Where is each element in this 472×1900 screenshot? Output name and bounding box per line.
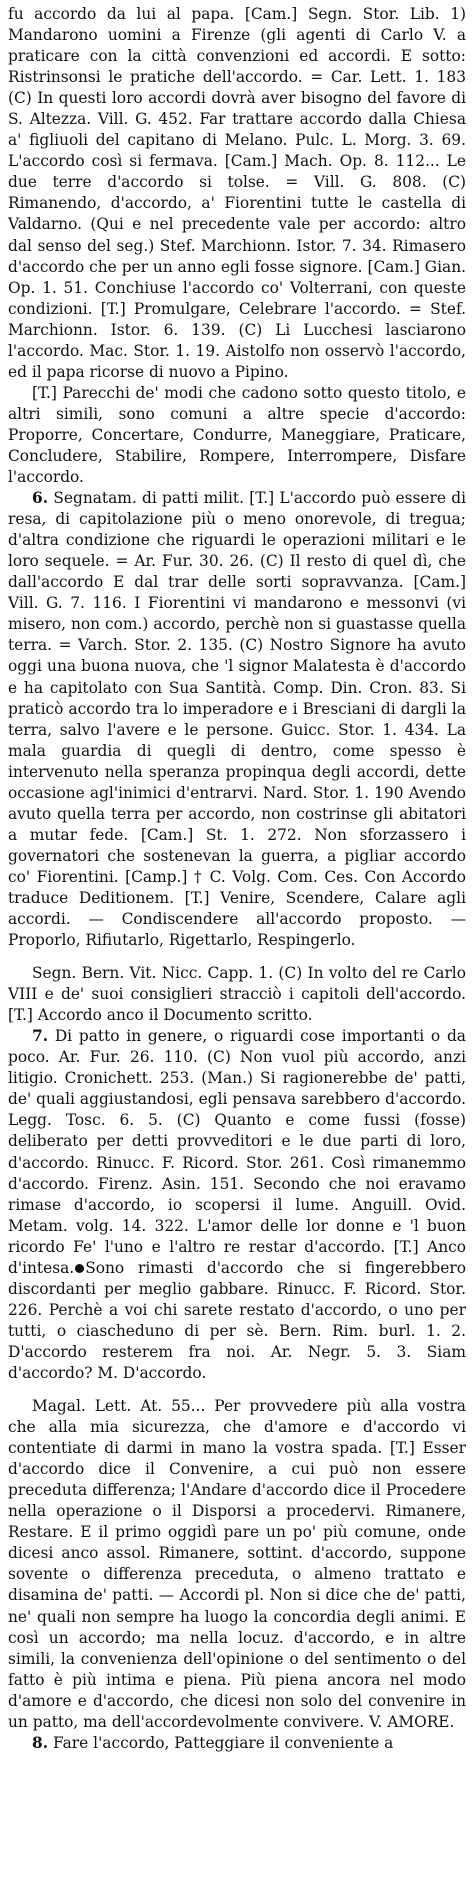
sense-8-number: 8. [32, 1733, 49, 1752]
sense-6-paragraph [8, 488, 466, 951]
entry-paragraph-1: fu accordo da lui al papa. [Cam.] Segn. Stor. Lib. 1) Mandarono uomini a Firenze (gli agenti di Carlo V. a praticare con la città convenzioni ed accordi. E sotto: Ristrinsonsi le pratiche dell'accordo. = Car. Lett. 1. 183 (C) In questi loro accordi dovrà aver bisogno del favore di S. Altezza. Vill. G. 452. Far trattare accordo dalla Chiesa a' figliuoli del capitano di Melano. Pulc. L. Morg. 3. 69. L'accordo così si fermava. [Cam.] Mach. Op. 8. 112... Le due terre d'accordo si tolse. = Vill. G. 808. (C) Rimanendo, d'accordo, a' Fiorentini tutte le castella di Valdarno. (Qui e nel precedente vale per accordo: altro dal senso del seg.) Stef. Marchionn. Istor. 7. 34. Rimasero d'accordo che per un anno egli fosse signore. [Cam.] Gian. Op. 1. 51. Conchiuse l'accordo co' Volterrani, con queste condizioni. [T.] Promulgare, Celebrare l'accordo. = Stef. Marchionn. Istor. 6. 139. (C) Li Lucchesi lasciarono l'accordo. Mac. Stor. 1. 19. Aistolfo non osservò l'accordo, ed il papa ricorse di nuovo a Pipino. [8, 5, 466, 381]
entry-paragraph-6: Magal. Lett. At. 55... Per provvedere più alla vostra che alla mia sicurezza, che d'amore e d'accordo vi contentiate di darmi in mano la vostra spada. [T.] Esser d'accordo dice il Convenire, a cui può non essere preceduta differenza; l'Andare d'accordo dice il Procedere nella operazione o il Disporsi a procedervi. Rimanere, Restare. E il primo oggidì pare un po' più comune, onde dicesi anco assol. Rimanere, sottint. d'accordo, suppone sovente o differenza preceduta, o almeno trattato e disamina de' patti. — Accordi pl. Non si dice che de' patti, ne' quali non sempre ha luogo la concordia degli animi. E così un accordo; ma nella locuz. d'accordo, e in altre simili, la convenienza dell'opinione o del sentimento o del fatto è più intima e piena. Più piena ancora nel modo d'amore e d'accordo, che dicesi non solo del convenire in un patto, ma dell'accordevolmente convivere. V. AMORE. [8, 1397, 466, 1731]
sense-7-text-before-spot: Di patto in genere, o riguardi cose importanti o da poco. Ar. Fur. 26. 110. (C) Non vuol più accordo, anzi litigio. Cronichett. 253. (Man.) Si ragionerebbe de' patti, de' quali aggiustandosi, egli pensava sarebbero d'accordo. Legg. Tosc. 6. 5. (C) Quanto e come fussi (fosse) deliberato per detti provveditori e le due parti di loro, d'accordo. Rinucc. F. Ricord. Stor. 261. Così rimanemmo d'accordo. Firenz. Asin. 151. Secondo che noi eravamo rimase d'accordo, io scopersi il lume. Anguill. Ovid. Metam. volg. 14. 322. L'amor delle lor donne e 'l buon ricordo Fe' l'uno e l'altro re restar d'accordo. [T.] Anco d'intesa. [8, 1027, 466, 1277]
sense-6-text: Segnatam. di patti milit. [T.] L'accordo può essere di resa, di capitolazione più o meno onorevole, di tregua; d'altra condizione che riguardi le operazioni militari e le loro sequele. = Ar. Fur. 30. 26. (C) Il resto di quel dì, che dall'accordo E dal trar delle sorti sopravvanza. [Cam.] Vill. G. 7. 116. I Fiorentini vi mandarono e messonvi (vi misero, non com.) accordo, perchè non si guastasse quella terra. = Varch. Stor. 2. 135. (C) Nostro Signore ha avuto oggi una buona nuova, che 'l signor Malatesta è d'accordo e ha capitolato con Sua Santità. Comp. Din. Cron. 83. Si praticò accordo tra lo imperadore e i Bresciani di dargli la terra, salvo l'avere e le persone. Guicc. Stor. 1. 434. La mala guardia di quegli di dentro, come spesso è intervenuto nella speranza propinqua degli accordi, dette occasione agl'inimici d'entrarvi. Nard. Stor. 1. 190 Avendo avuto quella terra per accordo, non costrinse gli abitatori a mutar fede. [Cam.] St. 1. 272. Non sforzassero i governatori che sostenevan la guerra, a pigliar accordo co' Fiorentini. [Camp.] † C. Volg. Com. Ces. Con Accordo traduce Deditionem. [T.] Venire, Scendere, Calare agli accordi. — Condiscendere all'accordo proposto. — Proporlo, Rifiutarlo, Rigettarlo, Respingerlo. [8, 489, 466, 950]
sense-8-text: Fare l'accordo, Patteggiare il conveniente a [52, 1733, 394, 1752]
sense-7-paragraph [8, 1026, 466, 1384]
sense-6-number: 6. [32, 489, 49, 508]
ink-spot [75, 1264, 84, 1273]
sense-8-paragraph [8, 1733, 466, 1754]
entry-paragraph-4: Segn. Bern. Vit. Nicc. Capp. 1. (C) In volto del re Carlo VIII e de' suoi consiglieri stracciò i capitoli dell'accordo. [T.] Accordo anco il Documento scritto. [8, 964, 466, 1025]
entry-paragraph-2: [T.] Parecchi de' modi che cadono sotto questo titolo, e altri simili, sono comuni a altre specie d'accordo: Proporre, Concertare, Condurre, Maneggiare, Praticare, Concludere, Stabilire, Rompere, Interrompere, Disfare l'accordo. [8, 383, 466, 487]
sense-7-text-after-spot: Sono rimasti d'accordo che si fingerebbero discordanti per meglio gabbare. Rinucc. F. Ricord. Stor. 226. Perchè a voi chi sarete restato d'accordo, o uno per tutti, o ciascheduno di per sè. Bern. Rim. burl. 1. 2. D'accordo resterem fra noi. Ar. Negr. 5. 3. Siam d'accordo? M. D'accordo. [8, 1258, 466, 1382]
sense-7-number: 7. [32, 1027, 49, 1046]
